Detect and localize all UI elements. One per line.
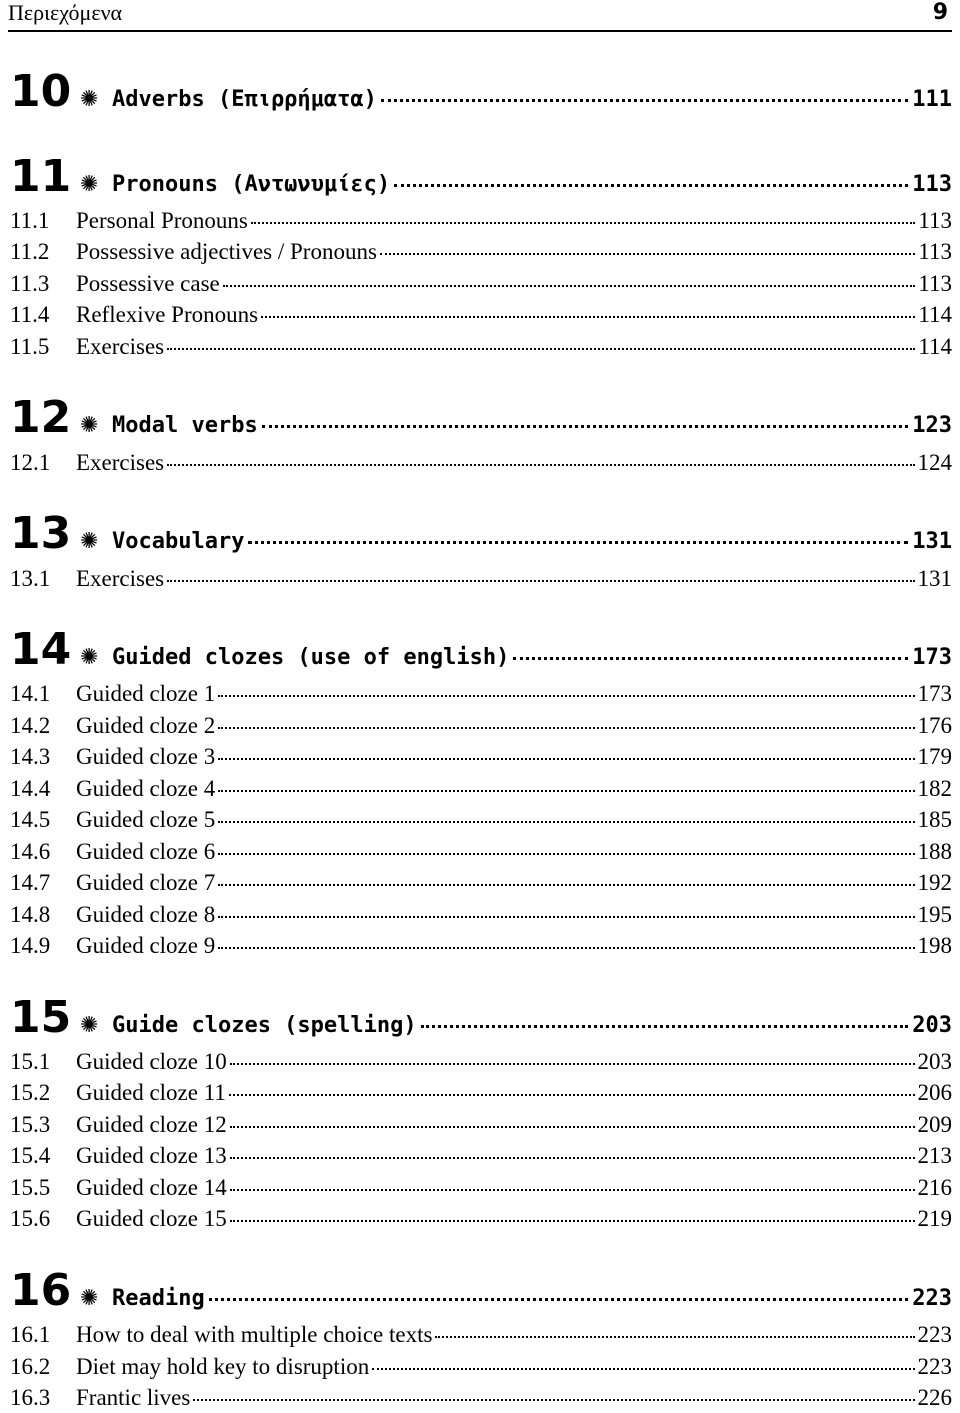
toc-entry[interactable] — [10, 1206, 952, 1234]
section-title: How to deal with multiple choice texts — [76, 1322, 433, 1347]
dot-leader — [167, 580, 914, 582]
toc-entry[interactable] — [10, 870, 952, 898]
chapter-number: 15 — [10, 992, 72, 1043]
bullet-icon: ✺ — [80, 87, 99, 112]
section-number: 14.9 — [10, 933, 51, 958]
chapter-title: Vocabulary — [112, 529, 245, 554]
section-number: 16.1 — [10, 1322, 51, 1347]
section-number: 11.3 — [10, 271, 50, 296]
chapter-number: 11 — [10, 151, 72, 202]
section-number: 11.4 — [10, 302, 50, 327]
section-page: 131 — [917, 566, 952, 591]
section-title: Guided cloze 4 — [76, 776, 216, 801]
chapter-number: 12 — [10, 392, 72, 443]
toc-entry[interactable] — [10, 1175, 952, 1203]
section-page: 113 — [918, 208, 952, 233]
chapter-page: 173 — [912, 645, 952, 670]
header-title: Περιεχόμενα — [8, 0, 123, 25]
bullet-icon: ✺ — [80, 1286, 99, 1311]
section-number: 15.2 — [10, 1080, 51, 1105]
dot-leader — [229, 1094, 915, 1096]
dot-leader — [248, 541, 908, 544]
page-header — [8, 0, 952, 32]
dot-leader — [262, 425, 909, 428]
dot-leader — [230, 1126, 915, 1128]
toc-entry[interactable] — [10, 1354, 952, 1382]
dot-leader — [167, 348, 915, 350]
toc-entry[interactable] — [10, 302, 952, 330]
toc-entry[interactable] — [10, 208, 952, 236]
dot-leader — [421, 1025, 909, 1028]
toc-entry[interactable] — [10, 1143, 952, 1171]
section-number: 11.1 — [10, 208, 50, 233]
chapter-title: Guide clozes (spelling) — [112, 1013, 417, 1038]
section-page: 114 — [918, 334, 952, 359]
chapter-page: 131 — [912, 529, 952, 554]
dot-leader — [261, 316, 915, 318]
dot-leader — [218, 790, 914, 792]
bullet-icon: ✺ — [80, 413, 99, 438]
chapter-title: Reading — [112, 1286, 205, 1311]
toc-entry[interactable] — [10, 239, 952, 267]
section-title: Guided cloze 3 — [76, 744, 216, 769]
dot-leader — [394, 184, 908, 187]
section-title: Exercises — [76, 566, 165, 591]
section-title: Possessive adjectives / Pronouns — [76, 239, 377, 264]
dot-leader — [209, 1298, 909, 1301]
chapter-number: 10 — [10, 66, 72, 117]
section-number: 16.3 — [10, 1385, 51, 1410]
bullet-icon: ✺ — [80, 1013, 99, 1038]
section-page: 176 — [917, 713, 952, 738]
section-title: Exercises — [76, 334, 165, 359]
toc-entry[interactable] — [10, 1080, 952, 1108]
dot-leader — [167, 464, 914, 466]
toc-chapter[interactable] — [10, 624, 952, 678]
chapter-number: 14 — [10, 624, 72, 675]
section-page: 209 — [917, 1112, 952, 1137]
section-number: 14.6 — [10, 839, 51, 864]
chapter-page: 113 — [912, 172, 952, 197]
section-number: 14.7 — [10, 870, 51, 895]
section-title: Guided cloze 7 — [76, 870, 216, 895]
section-number: 14.5 — [10, 807, 51, 832]
section-number: 14.1 — [10, 681, 51, 706]
section-page: 188 — [917, 839, 952, 864]
dot-leader — [218, 853, 914, 855]
dot-leader — [218, 758, 914, 760]
dot-leader — [372, 1368, 914, 1370]
toc-chapter[interactable] — [10, 1265, 952, 1319]
section-page: 216 — [917, 1175, 952, 1200]
toc-entry[interactable] — [10, 1385, 952, 1413]
toc-chapter[interactable] — [10, 66, 952, 120]
section-number: 15.4 — [10, 1143, 51, 1168]
section-number: 12.1 — [10, 450, 51, 475]
section-page: 113 — [918, 271, 952, 296]
dot-leader — [193, 1399, 914, 1401]
section-number: 16.2 — [10, 1354, 51, 1379]
section-title: Reflexive Pronouns — [76, 302, 259, 327]
chapter-number: 16 — [10, 1265, 72, 1316]
dot-leader — [218, 884, 914, 886]
toc-chapter[interactable] — [10, 992, 952, 1046]
section-title: Guided cloze 13 — [76, 1143, 227, 1168]
section-page: 223 — [917, 1322, 952, 1347]
chapter-page: 111 — [912, 87, 952, 112]
dot-leader — [223, 285, 916, 287]
section-title: Guided cloze 6 — [76, 839, 216, 864]
section-page: 195 — [917, 902, 952, 927]
chapter-title: Adverbs (Επιρρήματα) — [112, 87, 377, 112]
section-page: 173 — [917, 681, 952, 706]
dot-leader — [218, 947, 914, 949]
section-number: 13.1 — [10, 566, 51, 591]
section-page: 113 — [918, 239, 952, 264]
dot-leader — [230, 1189, 915, 1191]
section-page: 206 — [917, 1080, 952, 1105]
chapter-page: 123 — [912, 413, 952, 438]
toc-entry[interactable] — [10, 776, 952, 804]
section-title: Frantic lives — [76, 1385, 191, 1410]
section-title: Possessive case — [76, 271, 220, 296]
toc-entry[interactable] — [10, 334, 952, 362]
dot-leader — [230, 1157, 915, 1159]
section-page: 213 — [917, 1143, 952, 1168]
section-page: 223 — [917, 1354, 952, 1379]
section-number: 14.2 — [10, 713, 51, 738]
dot-leader — [435, 1336, 914, 1338]
toc-entry[interactable] — [10, 566, 952, 594]
toc-entry[interactable] — [10, 1049, 952, 1077]
toc-chapter[interactable] — [10, 392, 952, 446]
dot-leader — [513, 657, 908, 660]
section-title: Guided cloze 14 — [76, 1175, 227, 1200]
toc-entry[interactable] — [10, 933, 952, 961]
section-title: Guided cloze 5 — [76, 807, 216, 832]
section-title: Guided cloze 10 — [76, 1049, 227, 1074]
section-page: 124 — [917, 450, 952, 475]
section-number: 14.4 — [10, 776, 51, 801]
toc-entry[interactable] — [10, 1112, 952, 1140]
section-title: Guided cloze 11 — [76, 1080, 226, 1105]
chapter-page: 223 — [912, 1286, 952, 1311]
bullet-icon: ✺ — [80, 529, 99, 554]
section-number: 11.2 — [10, 239, 50, 264]
toc-entry[interactable] — [10, 1322, 952, 1350]
toc-entry[interactable] — [10, 713, 952, 741]
section-page: 179 — [917, 744, 952, 769]
dot-leader — [218, 916, 914, 918]
bullet-icon: ✺ — [80, 172, 99, 197]
chapter-title: Pronouns (Αντωνυμίες) — [112, 172, 391, 197]
dot-leader — [381, 99, 908, 102]
section-number: 15.1 — [10, 1049, 51, 1074]
dot-leader — [218, 821, 914, 823]
toc-chapter[interactable] — [10, 508, 952, 562]
toc-entry[interactable] — [10, 744, 952, 772]
toc-entry[interactable] — [10, 839, 952, 867]
section-number: 11.5 — [10, 334, 50, 359]
section-title: Guided cloze 1 — [76, 681, 216, 706]
toc-entry[interactable] — [10, 902, 952, 930]
dot-leader — [251, 222, 915, 224]
section-page: 192 — [917, 870, 952, 895]
toc-entry[interactable] — [10, 681, 952, 709]
dot-leader — [380, 253, 915, 255]
section-page: 226 — [917, 1385, 952, 1410]
section-title: Diet may hold key to disruption — [76, 1354, 370, 1379]
section-title: Guided cloze 15 — [76, 1206, 227, 1231]
section-title: Guided cloze 2 — [76, 713, 216, 738]
section-page: 219 — [917, 1206, 952, 1231]
section-title: Personal Pronouns — [76, 208, 248, 233]
section-number: 14.3 — [10, 744, 51, 769]
header-page-number: 9 — [932, 0, 948, 25]
section-title: Exercises — [76, 450, 165, 475]
bullet-icon: ✺ — [80, 645, 99, 670]
chapter-number: 13 — [10, 508, 72, 559]
toc-entry[interactable] — [10, 807, 952, 835]
section-page: 203 — [917, 1049, 952, 1074]
toc-entry[interactable] — [10, 450, 952, 478]
section-title: Guided cloze 9 — [76, 933, 216, 958]
dot-leader — [218, 727, 914, 729]
toc-entry[interactable] — [10, 271, 952, 299]
section-page: 198 — [917, 933, 952, 958]
section-title: Guided cloze 12 — [76, 1112, 227, 1137]
toc-chapter[interactable] — [10, 151, 952, 205]
section-number: 15.3 — [10, 1112, 51, 1137]
chapter-page: 203 — [912, 1013, 952, 1038]
dot-leader — [230, 1220, 915, 1222]
chapter-title: Modal verbs — [112, 413, 258, 438]
section-page: 185 — [917, 807, 952, 832]
section-number: 15.6 — [10, 1206, 51, 1231]
section-page: 182 — [917, 776, 952, 801]
section-number: 15.5 — [10, 1175, 51, 1200]
section-page: 114 — [918, 302, 952, 327]
dot-leader — [230, 1063, 915, 1065]
dot-leader — [218, 695, 914, 697]
chapter-title: Guided clozes (use of english) — [112, 645, 510, 670]
section-title: Guided cloze 8 — [76, 902, 216, 927]
section-number: 14.8 — [10, 902, 51, 927]
